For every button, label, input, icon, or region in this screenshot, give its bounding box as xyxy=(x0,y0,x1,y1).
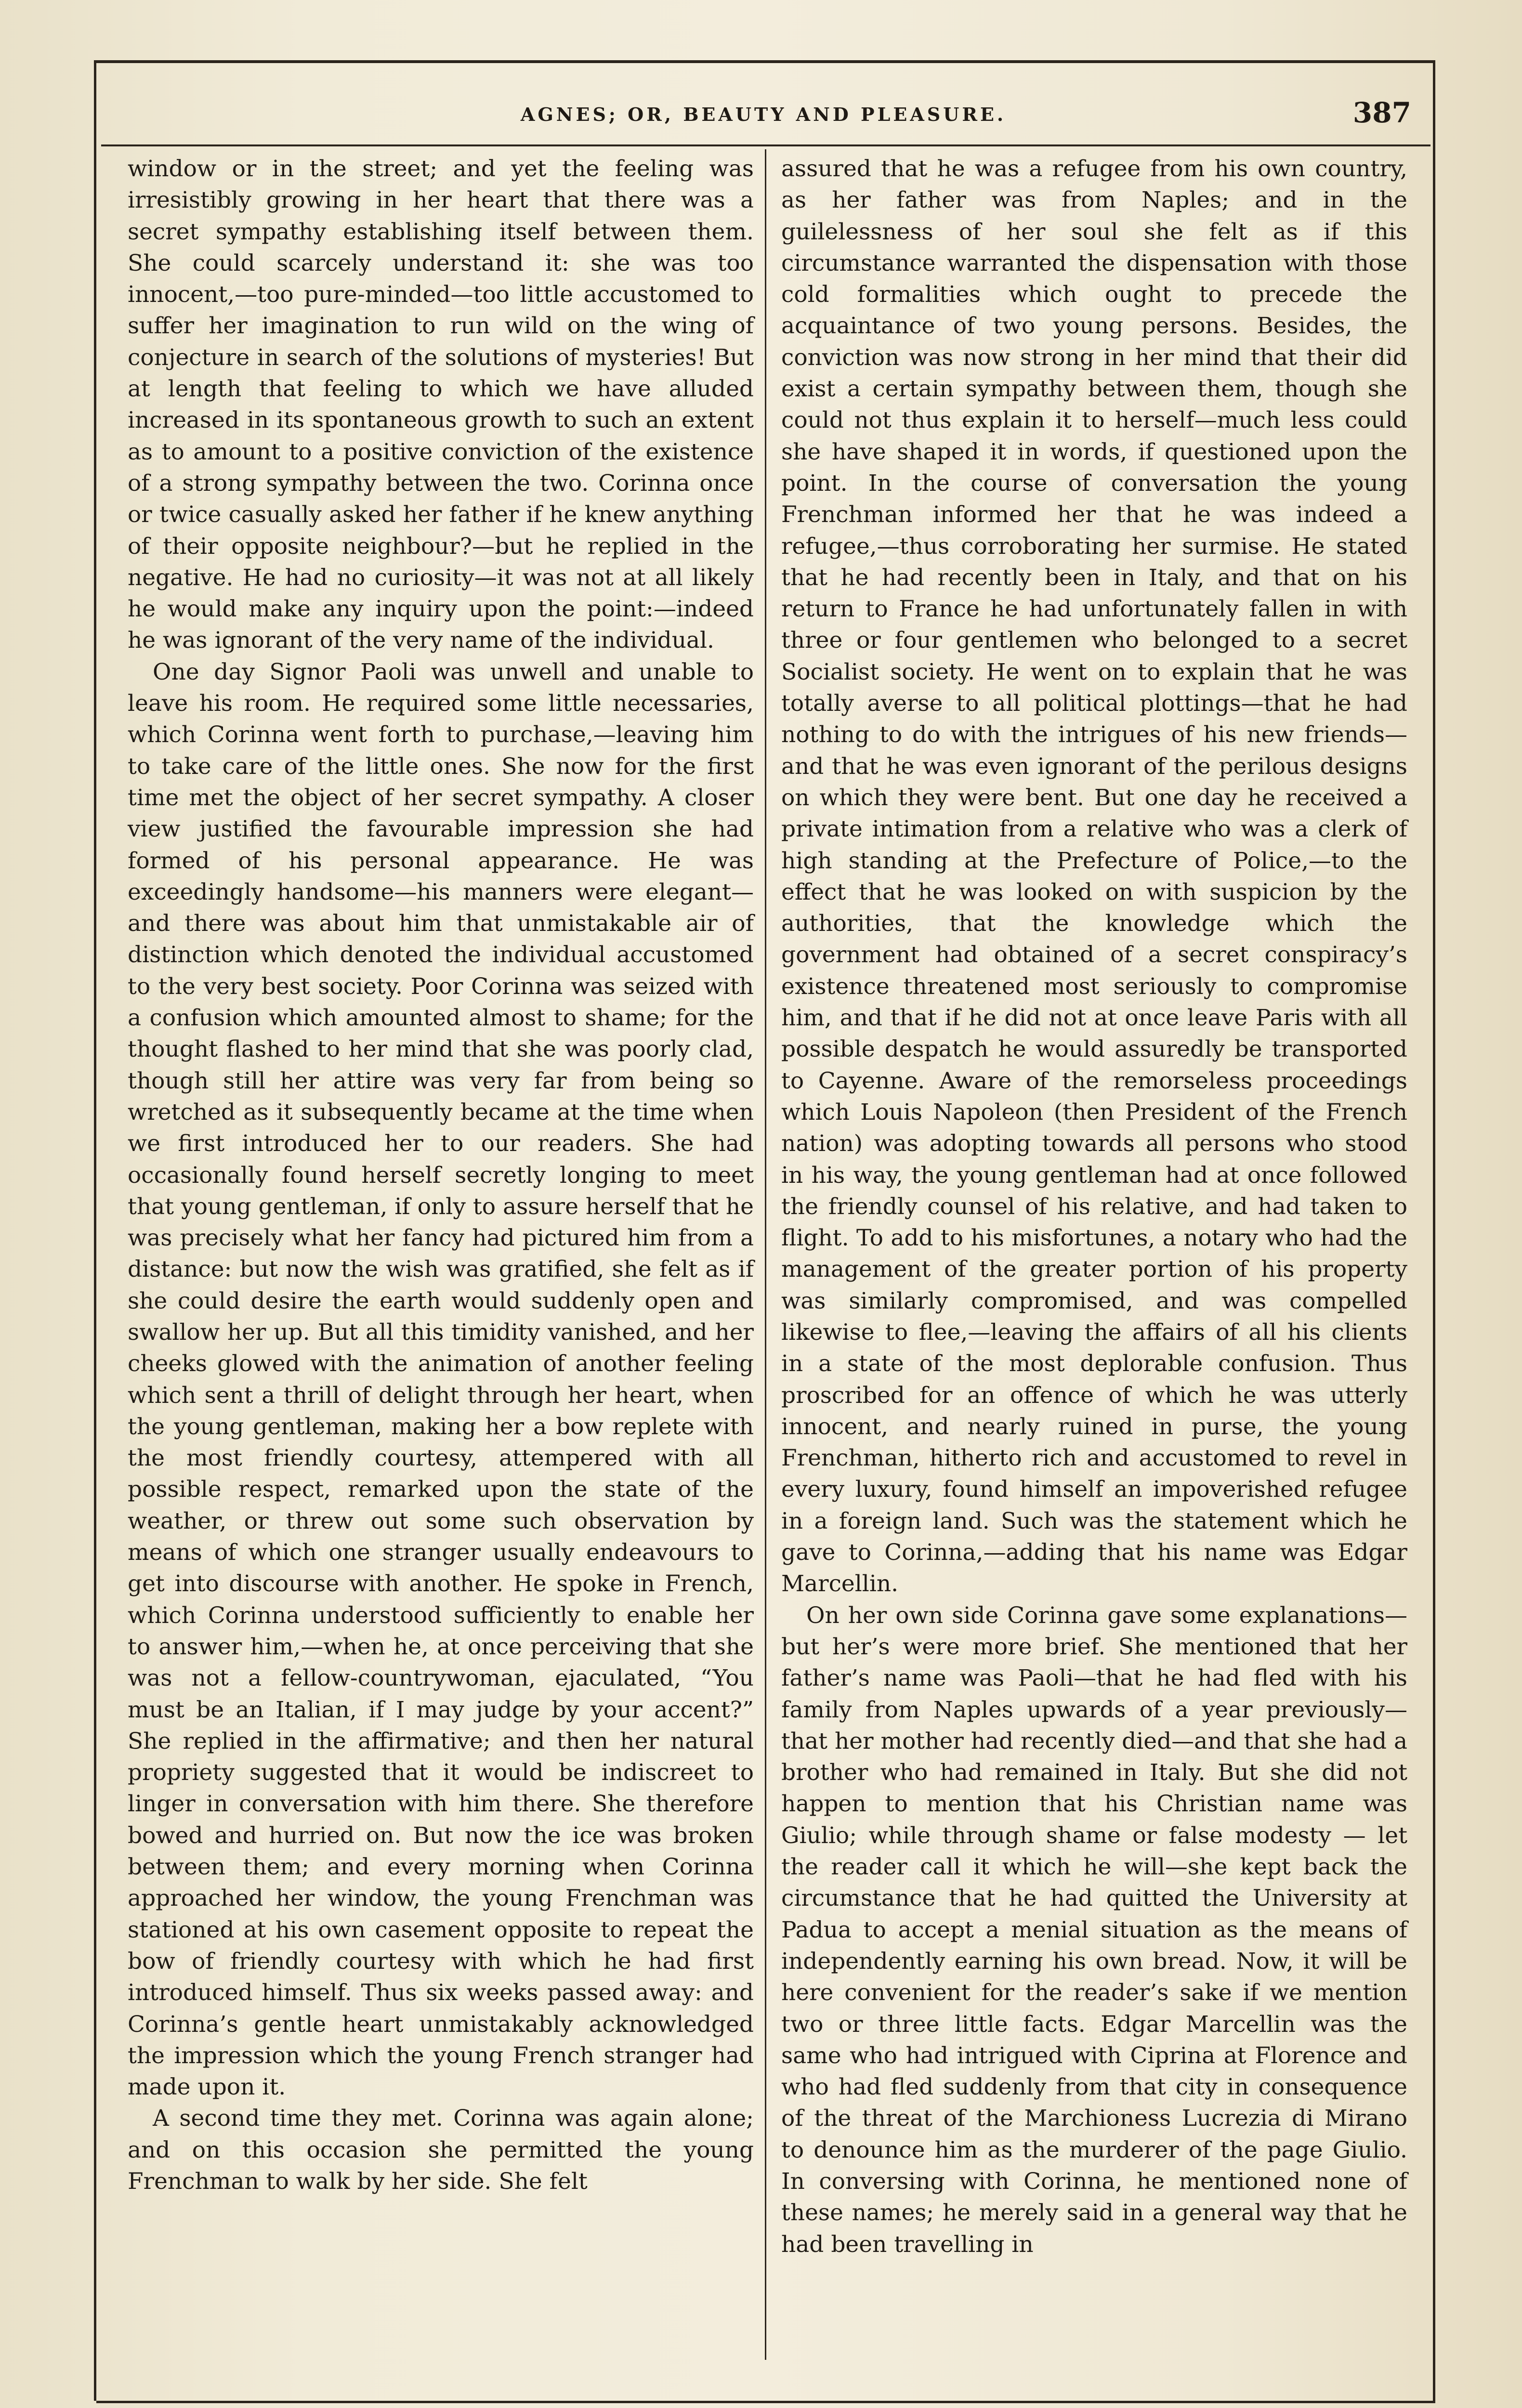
page-number: 387 xyxy=(1352,96,1411,129)
right-column xyxy=(781,153,1407,2260)
page-header xyxy=(101,94,1426,137)
page-frame-left xyxy=(94,60,96,2401)
paragraph: On her own side Corinna gave some explanations—but her’s were more brief. She mentioned that her father’s name was Paoli—that he had fled with his family from Naples upwards of a year previously—that her mother had recently died—and that she had a brother who had remained in Italy. But she did not happen to mention that his Christian name was Giulio; while through shame or false modesty — let the reader call it which he will—she kept back the circumstance that he had quitted the University at Padua to accept a menial situation as the means of independently earning his own bread. Now, it will be here convenient for the reader’s sake if we mention two or three little facts. Edgar Marcellin was the same who had intrigued with Ciprina at Florence and who had fled suddenly from that city in consequence of the threat of the Marchioness Lucrezia di Mirano to denounce him as the murderer of the page Giulio. In conversing with Corinna, he mentioned none of these names; he merely said in a general way that he had been travelling in xyxy=(781,1602,1407,2258)
paragraph: One day Signor Paoli was unwell and unable to leave his room. He required some little necessaries, which Corinna went forth to purchase,—leaving him to take care of the little ones. She now for the first time met the object of her secret sympathy. A closer view justified the favourable impression she had formed of his personal appearance. He was exceedingly handsome—his manners were elegant—and there was about him that unmistakable air of distinction which denoted the individual accustomed to the very best society. Poor Corinna was seized with a confusion which amounted almost to shame; for the thought flashed to her mind that she was poorly clad, though still her attire was very far from being so wretched as it subsequently became at the time when we first introduced her to our readers. She had occasionally found herself secretly longing to meet that young gentleman, if only to assure herself that he was precisely what her fancy had pictured him from a distance: but now the wish was gratified, she felt as if she could desire the earth would suddenly open and swallow her up. But all this timidity vanished, and her cheeks glowed with the animation of another feeling which sent a thrill of delight through her heart, when the young gentleman, making her a bow replete with the most friendly courtesy, attempered with all possible respect, remarked upon the state of the weather, or threw out some such observation by means of which one stranger usually endeavours to get into discourse with another. He spoke in French, which Corinna understood sufficiently to enable her to answer him,—when he, at once perceiving that she was not a fellow-countrywoman, ejaculated, “You must be an Italian, if I may judge by your accent?” She replied in the affirmative; and then her natural propriety suggested that it would be indiscreet to linger in conversation with him there. She therefore bowed and hurried on. But now the ice was broken between them; and every morning when Corinna approached her window, the young Frenchman was stationed at his own casement opposite to repeat the bow of friendly courtesy with which he had first introduced himself. Thus six weeks passed away: and Corinna’s gentle heart unmistakably acknowledged the impression which the young French stranger had made upon it. xyxy=(128,658,754,2101)
page-frame-right xyxy=(1433,60,1435,2401)
footer-rule xyxy=(96,2401,1435,2403)
running-title: AGNES; OR, BEAUTY AND PLEASURE. xyxy=(520,104,1007,125)
column-divider xyxy=(765,149,766,2360)
header-rule xyxy=(101,144,1430,146)
page-frame-top xyxy=(94,60,1435,63)
paragraph: A second time they met. Corinna was again alone; and on this occasion she permitted the young Frenchman to walk by her side. She felt xyxy=(128,2105,754,2195)
left-column xyxy=(128,153,754,2197)
paragraph: window or in the street; and yet the feeling was irresistibly growing in her heart that there was a secret sympathy establishing itself between them. She could scarcely understand it: she was too innocent,—too pure-minded—too little accustomed to suffer her imagination to run wild on the wing of conjecture in search of the solutions of mysteries! But at length that feeling to which we have alluded increased in its spontaneous growth to such an extent as to amount to a positive conviction of the existence of a strong sympathy between the two. Corinna once or twice casually asked her father if he knew anything of their opposite neighbour?—but he replied in the negative. He had no curiosity—it was not at all likely he would make any inquiry upon the point:—indeed he was ignorant of the very name of the individual. xyxy=(128,156,754,654)
paragraph: assured that he was a refugee from his own country, as her father was from Naples; and in the guilelessness of her soul she felt as if this circumstance warranted the dispensation with those cold formalities which ought to precede the acquaintance of two young persons. Besides, the conviction was now strong in her mind that their did exist a certain sympathy between them, though she could not thus explain it to herself—much less could she have shaped it in words, if questioned upon the point. In the course of conversation the young Frenchman informed her that he was indeed a refugee,—thus corroborating her surmise. He stated that he had recently been in Italy, and that on his return to France he had unfortunately fallen in with three or four gentlemen who belonged to a secret Socialist society. He went on to explain that he was totally averse to all political plottings—that he had nothing to do with the intrigues of his new friends—and that he was even ignorant of the perilous designs on which they were bent. But one day he received a private intimation from a relative who was a clerk of high standing at the Prefecture of Police,—to the effect that he was looked on with suspicion by the authorities, that the knowledge which the government had obtained of a secret conspiracy’s existence threatened most seriously to compromise him, and that if he did not at once leave Paris with all possible despatch he would assuredly be transported to Cayenne. Aware of the remorseless proceedings which Louis Napoleon (then President of the French nation) was adopting towards all persons who stood in his way, the young gentleman had at once followed the friendly counsel of his relative, and had taken to flight. To add to his misfortunes, a notary who had the management of the greater portion of his property was similarly compromised, and was compelled likewise to flee,—leaving the affairs of all his clients in a state of the most deplorable confusion. Thus proscribed for an offence of which he was utterly innocent, and nearly ruined in purse, the young Frenchman, hitherto rich and accustomed to revel in every luxury, found himself an impoverished refugee in a foreign land. Such was the statement which he gave to Corinna,—adding that his name was Edgar Marcellin. xyxy=(781,156,1407,1597)
